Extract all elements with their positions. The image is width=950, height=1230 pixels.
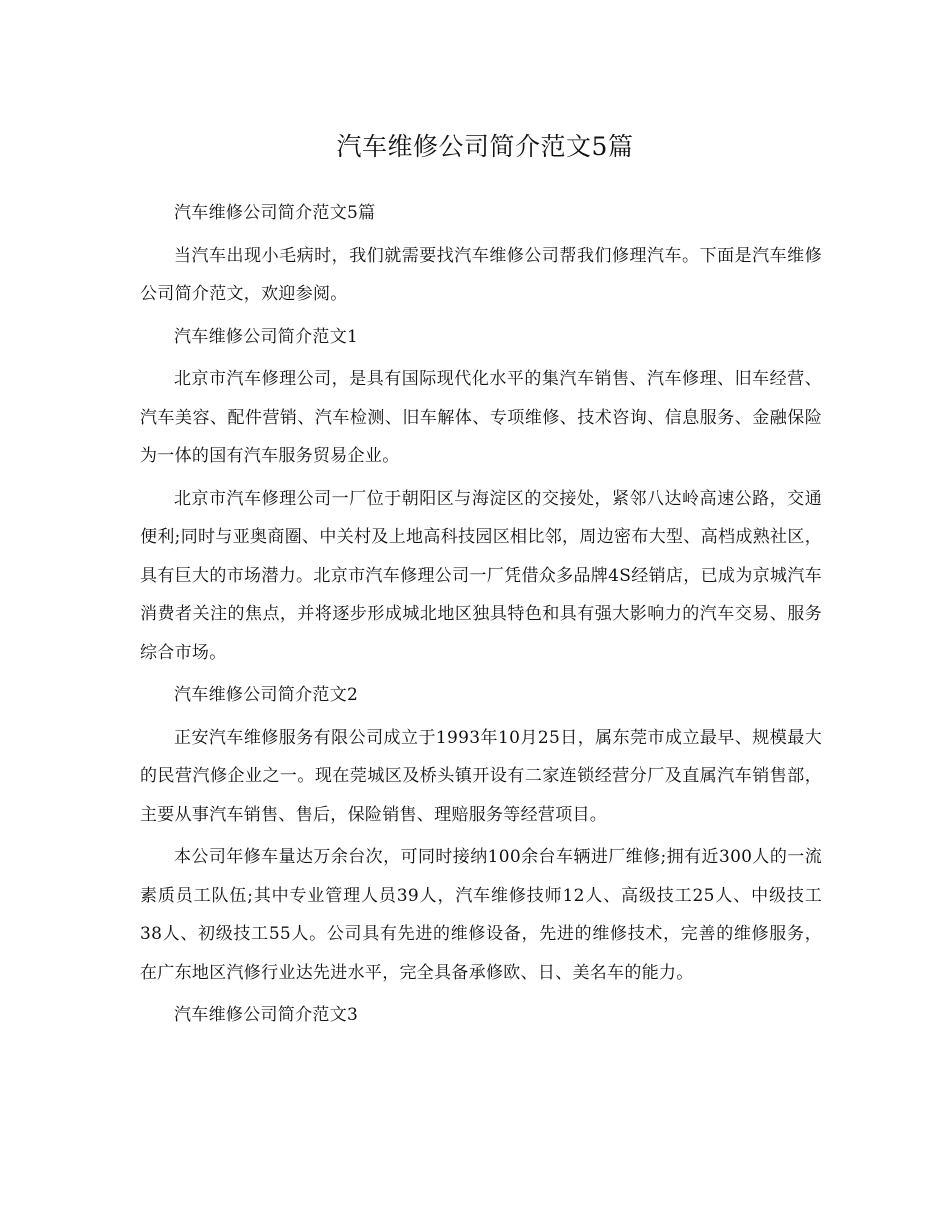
section-2-paragraph-1: 正安汽车维修服务有限公司成立于1993年10月25日，属东莞市成立最早、规模最大的民营汽修企业之一。现在莞城区及桥头镇开设有二家连锁经营分厂及直属汽车销售部，主要从事汽车销售、售后，保险销售、理赔服务等经营项目。 bbox=[140, 727, 822, 825]
section-1-paragraph-1: 北京市汽车修理公司，是具有国际现代化水平的集汽车销售、汽车修理、旧车经营、汽车美容、配件营销、汽车检测、旧车解体、专项维修、技术咨询、信息服务、金融保险为一体的国有汽车服务贸易企业。 bbox=[140, 369, 822, 466]
section-heading-1: 汽车维修公司简介范文1 bbox=[174, 326, 359, 347]
subtitle-paragraph: 汽车维修公司简介范文5篇 bbox=[174, 203, 376, 223]
intro-paragraph: 当汽车出现小毛病时，我们就需要找汽车维修公司帮我们修理汽车。下面是汽车维修公司简介范文，欢迎参阅。 bbox=[140, 245, 822, 304]
section-2-paragraph-2: 本公司年修车量达万余台次，可同时接纳100余台车辆进厂维修;拥有近300人的一流素质员工队伍;其中专业管理人员39人，汽车维修技师12人、高级技工25人、中级技工38人、初级技工55人。公司具有先进的维修设备，先进的维修技术，完善的维修服务，在广东地区汽修行业达先进水平，完全具备承修欧、日、美名车的能力。 bbox=[140, 847, 822, 983]
section-heading-2: 汽车维修公司简介范文2 bbox=[174, 685, 359, 705]
section-1-paragraph-2: 北京市汽车修理公司一厂位于朝阳区与海淀区的交接处，紧邻八达岭高速公路，交通便利;同时与亚奥商圈、中关村及上地高科技园区相比邻，周边密布大型、高档成熟社区，具有巨大的市场潜力。北京市汽车修理公司一厂凭借众多品牌4S经销店，已成为京城汽车消费者关注的焦点，并将逐步形成城北地区独具特色和具有强大影响力的汽车交易、服务综合市场。 bbox=[140, 488, 822, 663]
section-heading-3: 汽车维修公司简介范文3 bbox=[174, 1005, 359, 1025]
document-title: 汽车维修公司简介范文5篇 bbox=[336, 132, 634, 161]
document-body bbox=[140, 194, 822, 1035]
